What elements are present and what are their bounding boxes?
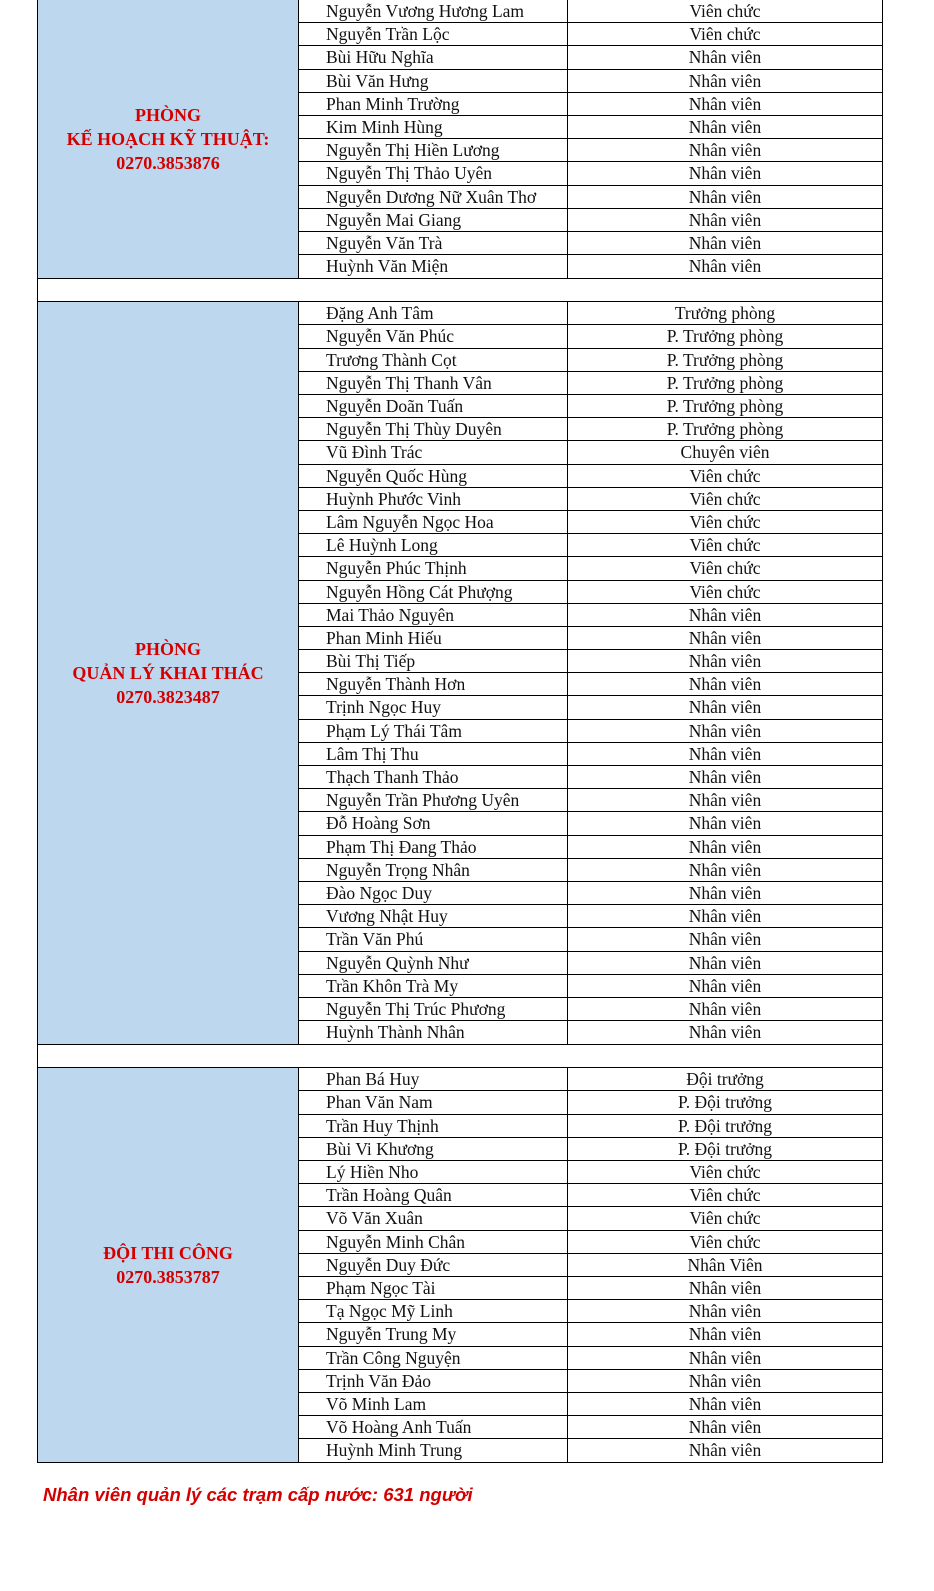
staff-table xyxy=(37,0,883,1463)
table-row xyxy=(299,255,882,278)
table-row xyxy=(299,1068,882,1091)
staff-name: Nguyễn Doãn Tuấn xyxy=(299,395,568,417)
staff-name: Nguyễn Trần Lộc xyxy=(299,23,568,45)
department-section xyxy=(37,1068,883,1463)
table-row xyxy=(299,349,882,372)
staff-role: Viên chức xyxy=(689,1185,761,1206)
staff-name: Đỗ Hoàng Sơn xyxy=(299,812,568,834)
staff-name: Nguyễn Thị Thùy Duyên xyxy=(299,418,568,440)
table-row xyxy=(299,1393,882,1416)
table-row xyxy=(299,209,882,232)
table-row xyxy=(299,70,882,93)
department-label-line: KẾ HOẠCH KỸ THUẬT: xyxy=(66,129,270,150)
department-section xyxy=(37,0,883,279)
staff-name: Trương Thành Cọt xyxy=(299,349,568,371)
table-row xyxy=(299,1416,882,1439)
table-row xyxy=(299,975,882,998)
table-row xyxy=(299,418,882,441)
department-label-line: QUẢN LÝ KHAI THÁC xyxy=(72,663,264,684)
table-row xyxy=(299,1021,882,1044)
table-row xyxy=(299,998,882,1021)
staff-role: Nhân viên xyxy=(688,163,762,184)
staff-name: Nguyễn Văn Trà xyxy=(299,232,568,254)
table-row xyxy=(299,1184,882,1207)
staff-name: Lâm Nguyễn Ngọc Hoa xyxy=(299,511,568,533)
table-row xyxy=(299,627,882,650)
staff-role: P. Trưởng phòng xyxy=(666,419,784,440)
table-row xyxy=(299,1347,882,1370)
table-row xyxy=(299,325,882,348)
staff-name: Trần Công Nguyện xyxy=(299,1347,568,1369)
staff-role: Viên chức xyxy=(689,1162,761,1182)
staff-name: Nguyễn Phúc Thịnh xyxy=(299,557,568,579)
staff-name: Bùi Văn Hưng xyxy=(299,70,568,92)
table-row xyxy=(299,859,882,882)
table-row xyxy=(299,743,882,766)
staff-role: P. Đội trưởng xyxy=(677,1115,773,1136)
staff-role: Nhân viên xyxy=(688,1324,762,1345)
department-label-line: PHÒNG xyxy=(135,639,201,660)
staff-role: Viên chức xyxy=(689,558,761,579)
table-row xyxy=(299,232,882,255)
staff-name: Nguyễn Trần Phương Uyên xyxy=(299,789,568,811)
staff-name: Huỳnh Thành Nhân xyxy=(299,1021,568,1044)
staff-name: Bùi Vi Khương xyxy=(299,1138,568,1160)
table-row xyxy=(299,1115,882,1138)
staff-name: Võ Minh Lam xyxy=(299,1393,568,1415)
table-row xyxy=(299,1207,882,1230)
table-row xyxy=(299,836,882,859)
staff-role: Nhân viên xyxy=(688,790,762,811)
staff-role: Nhân viên xyxy=(688,256,762,277)
staff-role: Nhân viên xyxy=(688,1022,762,1043)
table-row xyxy=(299,952,882,975)
table-row xyxy=(299,1254,882,1277)
staff-role: Viên chức xyxy=(689,488,761,509)
staff-role: Viên chức xyxy=(689,511,761,532)
table-row xyxy=(299,1439,882,1462)
staff-role: P. Trưởng phòng xyxy=(666,396,784,416)
staff-name: Nguyễn Quốc Hùng xyxy=(299,465,568,487)
table-row xyxy=(299,1091,882,1114)
staff-name: Lê Huỳnh Long xyxy=(299,534,568,556)
table-row xyxy=(299,604,882,627)
table-row xyxy=(299,1370,882,1393)
staff-name: Lâm Thị Thu xyxy=(299,743,568,765)
table-row xyxy=(299,812,882,835)
staff-role: P. Đội trưởng xyxy=(677,1092,773,1113)
staff-name: Huỳnh Minh Trung xyxy=(299,1439,568,1462)
staff-role: Viên chức xyxy=(689,535,761,556)
staff-role: Nhân viên xyxy=(688,1393,762,1414)
staff-role: Trưởng phòng xyxy=(674,303,776,324)
table-row xyxy=(299,557,882,580)
table-row xyxy=(299,928,882,951)
staff-role: Nhân viên xyxy=(688,813,762,834)
staff-name: Nguyễn Duy Đức xyxy=(299,1254,568,1276)
staff-role: Nhân viên xyxy=(688,70,762,91)
table-row xyxy=(299,1138,882,1161)
staff-role: Nhân viên xyxy=(688,209,762,230)
staff-rows xyxy=(299,0,882,278)
table-row xyxy=(299,372,882,395)
staff-role: Nhân Viên xyxy=(687,1254,763,1275)
table-row xyxy=(299,23,882,46)
staff-role: P. Trưởng phòng xyxy=(666,349,784,370)
staff-role: Nhân viên xyxy=(688,952,762,973)
staff-name: Trần Huy Thịnh xyxy=(299,1115,568,1137)
staff-name: Nguyễn Minh Chân xyxy=(299,1231,568,1253)
staff-role: Nhân viên xyxy=(688,697,762,718)
staff-name: Nguyễn Hồng Cát Phượng xyxy=(299,581,568,603)
staff-name: Tạ Ngọc Mỹ Linh xyxy=(299,1300,568,1322)
staff-name: Nguyễn Văn Phúc xyxy=(299,325,568,347)
staff-role: Viên chức xyxy=(689,24,761,45)
department-label xyxy=(38,1068,299,1462)
staff-role: Nhân viên xyxy=(688,1417,762,1438)
table-row xyxy=(299,139,882,162)
staff-name: Nguyễn Thị Trúc Phương xyxy=(299,998,568,1020)
staff-name: Nguyễn Quỳnh Như xyxy=(299,952,568,974)
staff-rows xyxy=(299,302,882,1044)
staff-rows xyxy=(299,1068,882,1462)
table-row xyxy=(299,116,882,139)
department-label xyxy=(38,0,299,278)
staff-role: Đội trưởng xyxy=(686,1069,764,1090)
staff-name: Nguyễn Trung My xyxy=(299,1323,568,1345)
table-row xyxy=(299,905,882,928)
department-section xyxy=(37,302,883,1045)
staff-role: Nhân viên xyxy=(688,975,762,996)
staff-name: Trần Văn Phú xyxy=(299,928,568,950)
staff-name: Võ Văn Xuân xyxy=(299,1207,568,1229)
staff-name: Kim Minh Hùng xyxy=(299,116,568,138)
staff-role: Nhân viên xyxy=(688,186,762,207)
staff-name: Thạch Thanh Thảo xyxy=(299,766,568,788)
staff-name: Đặng Anh Tâm xyxy=(299,302,568,324)
staff-name: Nguyễn Thị Thanh Vân xyxy=(299,372,568,394)
staff-role: Nhân viên xyxy=(688,93,762,114)
staff-role: Viên chức xyxy=(689,581,761,602)
staff-role: P. Trưởng phòng xyxy=(666,372,784,393)
table-row xyxy=(299,789,882,812)
staff-role: Nhân viên xyxy=(688,1277,762,1298)
staff-role: Nhân viên xyxy=(688,232,762,253)
staff-role: Nhân viên xyxy=(688,116,762,137)
table-row xyxy=(299,395,882,418)
table-row xyxy=(299,673,882,696)
table-row xyxy=(299,441,882,464)
staff-name: Nguyễn Vương Hương Lam xyxy=(299,0,568,22)
table-row xyxy=(299,1161,882,1184)
staff-role: Nhân viên xyxy=(688,906,762,927)
staff-role: Nhân viên xyxy=(688,1370,762,1391)
staff-role: Viên chức xyxy=(689,1231,761,1252)
table-row xyxy=(299,162,882,185)
staff-name: Phan Văn Nam xyxy=(299,1091,568,1113)
staff-name: Nguyễn Dương Nữ Xuân Thơ xyxy=(299,186,568,208)
table-row xyxy=(299,650,882,673)
staff-role: Nhân viên xyxy=(688,929,762,950)
table-row xyxy=(299,766,882,789)
staff-name: Nguyễn Mai Giang xyxy=(299,209,568,231)
staff-name: Vũ Đình Trác xyxy=(299,441,568,463)
staff-name: Huỳnh Phước Vinh xyxy=(299,488,568,510)
staff-role: P. Trưởng phòng xyxy=(666,326,784,347)
staff-role: Nhân viên xyxy=(688,720,762,741)
table-row xyxy=(299,720,882,743)
staff-role: Nhân viên xyxy=(688,743,762,764)
section-separator xyxy=(37,1045,883,1068)
staff-name: Phạm Ngọc Tài xyxy=(299,1277,568,1299)
table-row xyxy=(299,1300,882,1323)
table-row xyxy=(299,882,882,905)
table-row xyxy=(299,465,882,488)
table-row xyxy=(299,186,882,209)
staff-name: Nguyễn Thị Thảo Uyên xyxy=(299,162,568,184)
staff-role: Nhân viên xyxy=(688,836,762,857)
table-row xyxy=(299,1323,882,1346)
table-row xyxy=(299,302,882,325)
staff-name: Trịnh Ngọc Huy xyxy=(299,696,568,718)
staff-role: Nhân viên xyxy=(688,859,762,880)
staff-name: Trịnh Văn Đảo xyxy=(299,1370,568,1392)
staff-name: Đào Ngọc Duy xyxy=(299,882,568,904)
staff-role: Nhân viên xyxy=(688,140,762,161)
table-row xyxy=(299,1277,882,1300)
table-row xyxy=(299,46,882,69)
staff-role: Nhân viên xyxy=(688,651,762,672)
department-label-line: 0270.3853876 xyxy=(116,153,220,174)
footer-note: Nhân viên quản lý các trạm cấp nước: 631 người xyxy=(43,1484,473,1505)
table-row xyxy=(299,0,882,23)
staff-name: Phạm Lý Thái Tâm xyxy=(299,720,568,742)
staff-name: Lý Hiền Nho xyxy=(299,1161,568,1183)
department-label-line: PHÒNG xyxy=(135,105,201,126)
staff-role: Chuyên viên xyxy=(680,442,770,463)
staff-name: Bùi Hữu Nghĩa xyxy=(299,46,568,68)
staff-name: Mai Thảo Nguyên xyxy=(299,604,568,626)
table-row xyxy=(299,93,882,116)
department-label-line: 0270.3853787 xyxy=(116,1267,220,1288)
staff-name: Võ Hoàng Anh Tuấn xyxy=(299,1416,568,1438)
staff-role: Nhân viên xyxy=(688,767,762,787)
table-row xyxy=(299,511,882,534)
staff-role: Viên chức xyxy=(689,465,761,486)
staff-name: Bùi Thị Tiếp xyxy=(299,650,568,672)
staff-name: Vương Nhật Huy xyxy=(299,905,568,927)
staff-name: Huỳnh Văn Miện xyxy=(299,255,568,278)
staff-name: Phan Minh Trường xyxy=(299,93,568,115)
staff-role: Nhân viên xyxy=(688,998,762,1019)
staff-role: P. Đội trưởng xyxy=(677,1138,773,1159)
staff-name: Trần Hoàng Quân xyxy=(299,1184,568,1206)
staff-role: Nhân viên xyxy=(688,47,762,68)
staff-role: Nhân viên xyxy=(688,627,762,648)
staff-name: Phan Bá Huy xyxy=(299,1068,568,1090)
table-row xyxy=(299,581,882,604)
department-label-line: ĐỘI THI CÔNG xyxy=(103,1243,233,1264)
staff-name: Nguyễn Thành Hơn xyxy=(299,673,568,695)
staff-role: Nhân viên xyxy=(688,1440,762,1461)
staff-name: Trần Khôn Trà My xyxy=(299,975,568,997)
staff-name: Phan Minh Hiếu xyxy=(299,627,568,649)
staff-name: Nguyễn Thị Hiền Lương xyxy=(299,139,568,161)
staff-role: Nhân viên xyxy=(688,674,762,695)
department-label xyxy=(38,302,299,1044)
section-separator xyxy=(37,279,883,302)
staff-role: Nhân viên xyxy=(688,604,762,625)
table-row xyxy=(299,696,882,719)
department-label-line: 0270.3823487 xyxy=(116,687,220,708)
staff-role: Viên chức xyxy=(689,1208,761,1229)
staff-name: Nguyễn Trọng Nhân xyxy=(299,859,568,881)
table-row xyxy=(299,534,882,557)
staff-role: Nhân viên xyxy=(688,1347,762,1368)
staff-role: Nhân viên xyxy=(688,1301,762,1322)
table-row xyxy=(299,488,882,511)
table-row xyxy=(299,1231,882,1254)
staff-role: Nhân viên xyxy=(688,882,762,903)
staff-name: Phạm Thị Đang Thảo xyxy=(299,836,568,858)
staff-role: Viên chức xyxy=(689,1,761,21)
